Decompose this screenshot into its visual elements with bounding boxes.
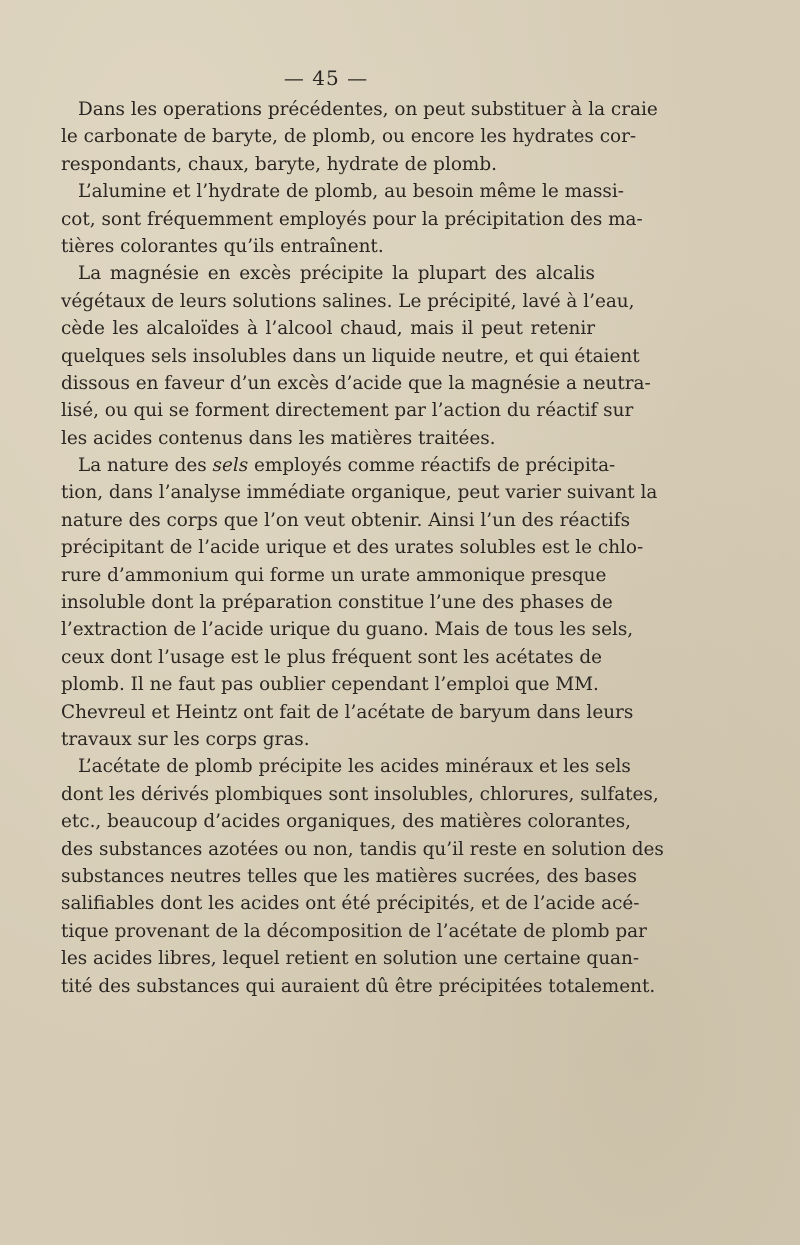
text-line: insoluble dont la préparation constitue l’une des phases de [61, 592, 613, 614]
text-line: etc., beaucoup d’acides organiques, des matières colorantes, [61, 811, 632, 833]
text-line: tières colorantes qu’ils entraînent. [61, 235, 384, 257]
paragraph [61, 753, 664, 1000]
text-line: salifiables dont les acides ont été précipités, et de l’acide acé- [61, 893, 640, 915]
text-line: des substances azotées ou non, tandis qu’il reste en solution des [61, 838, 664, 860]
page-number: — 45 — [283, 66, 369, 90]
text-line: Chevreul et Heintz ont fait de l’acétate de baryum dans leurs [61, 701, 634, 723]
text-line: tique provenant de la décomposition de l’acétate de plomb par [61, 920, 647, 942]
text-line: nature des corps que l’on veut obtenir. Ainsi l’un des réactifs [61, 509, 631, 531]
text-run: La nature des [78, 455, 213, 477]
text-line: tité des substances qui auraient dû être précipitées totalement. [61, 975, 656, 997]
text-line: cot, sont fréquemment employés pour la précipitation des ma- [61, 208, 643, 230]
text-line: le carbonate de baryte, de plomb, ou encore les hydrates cor- [61, 126, 637, 148]
text-line: La magnésie en excès précipite la plupart des alcalis [78, 263, 595, 285]
text-line: L’alumine et l’hydrate de plomb, au besoin même le massi- [78, 181, 624, 203]
text-line: les acides libres, lequel retient en solution une certaine quan- [61, 948, 640, 970]
text-line: dissous en faveur d’un excès d’acide que la magnésie a neutra- [61, 372, 651, 394]
text-line: rure d’ammonium qui forme un urate ammonique presque [61, 564, 607, 586]
text-line: végétaux de leurs solutions salines. Le précipité, lavé à l’eau, [61, 290, 635, 312]
text-line: L’acétate de plomb précipite les acides minéraux et les sels [78, 756, 631, 778]
paragraph [61, 178, 643, 260]
text-line: les acides contenus dans les matières traitées. [61, 427, 496, 449]
text-line: dont les dérivés plombiques sont insolubles, chlorures, sulfates, [61, 783, 659, 805]
italic-word: sels [212, 455, 249, 477]
text-line: travaux sur les corps gras. [61, 728, 310, 750]
paragraph [61, 452, 658, 753]
paragraph [61, 260, 651, 452]
body-text [61, 96, 664, 1000]
text-line: l’extraction de l’acide urique du guano. Mais de tous les sels, [61, 619, 634, 641]
text-line: lisé, ou qui se forment directement par l’action du réactif sur [61, 400, 634, 422]
text-line: tion, dans l’analyse immédiate organique, peut varier suivant la [61, 482, 658, 504]
paragraph [61, 96, 658, 178]
text-line: Dans les operations précédentes, on peut substituer à la craie [78, 99, 658, 120]
text-line [61, 452, 616, 479]
text-run: employés comme réactifs de précipita- [248, 455, 616, 477]
text-line: substances neutres telles que les matières sucrées, des bases [61, 865, 637, 887]
text-line: ceux dont l’usage est le plus fréquent sont les acétates de [61, 646, 603, 668]
text-line: précipitant de l’acide urique et des urates solubles est le chlo- [61, 537, 644, 559]
text-line: respondants, chaux, baryte, hydrate de plomb. [61, 153, 497, 175]
text-line: cède les alcaloïdes à l’alcool chaud, mais il peut retenir [61, 318, 595, 340]
text-line: plomb. Il ne faut pas oublier cependant l’emploi que MM. [61, 674, 599, 696]
text-line: quelques sels insolubles dans un liquide neutre, et qui étaient [61, 345, 640, 367]
